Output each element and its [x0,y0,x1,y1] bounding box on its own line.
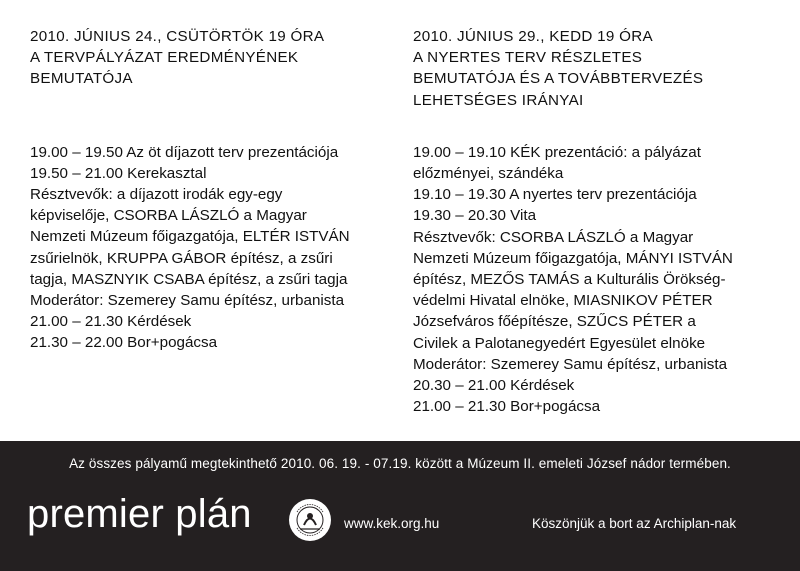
spacer [413,111,788,142]
left-event-heading [30,26,400,90]
program-line: Nemzeti Múzeum főigazgatója, ELTÉR ISTVÁN [30,228,350,246]
program-line: Résztvevők: CSORBA LÁSZLÓ a Magyar [413,228,694,246]
kek-circular-logo-icon [288,498,332,542]
right-event-heading [413,26,788,111]
program-line: Moderátor: Szemerey Samu építész, urbanista [413,355,728,373]
website-link[interactable]: www.kek.org.hu [344,516,440,531]
program-line: 19.00 – 19.50 Az öt díjazott terv prezentációja [30,143,339,161]
left-event-program [30,142,400,354]
program-line: zsűrielnök, KRUPPA GÁBOR építész, a zsűri [30,249,333,267]
program-line: Nemzeti Múzeum főigazgatója, MÁNYI ISTVÁN [413,249,733,267]
thanks-note: Köszönjük a bort az Archiplan-nak [532,516,737,531]
heading-line: A TERVPÁLYÁZAT EREDMÉNYÉNEK [30,49,299,67]
program-line: 19.30 – 20.30 Vita [413,207,537,225]
program-line: 19.50 – 21.00 Kerekasztal [30,164,207,182]
heading-line: 2010. JÚNIUS 24., CSÜTÖRTÖK 19 ÓRA [30,28,325,45]
program-line: képviselője, CSORBA LÁSZLÓ a Magyar [30,207,307,225]
program-line: 21.30 – 22.00 Bor+pogácsa [30,334,218,352]
heading-line: 2010. JÚNIUS 29., KEDD 19 ÓRA [413,28,653,45]
program-line: 19.10 – 19.30 A nyertes terv prezentációja [413,186,697,204]
program-line: Moderátor: Szemerey Samu építész, urbanista [30,292,345,310]
program-line: védelmi Hivatal elnöke, MIASNIKOV PÉTER [413,292,713,310]
exhibition-note: Az összes pályamű megtekinthető 2010. 06. 19. - 07.19. között a Múzeum II. emeleti József nádor termében. [69,456,731,471]
program-line: Józsefváros főépítésze, SZŰCS PÉTER a [413,313,696,331]
right-event-column [413,26,788,417]
program-line: Résztvevők: a díjazott irodák egy-egy [30,186,283,204]
program-line: 21.00 – 21.30 Bor+pogácsa [413,398,601,416]
spacer [30,90,400,142]
program-line: tagja, MASZNYIK CSABA építész, a zsűri tagja [30,270,348,288]
footer-band [0,441,800,571]
heading-line: BEMUTATÓJA ÉS A TOVÁBBTERVEZÉS [413,70,704,88]
heading-line: BEMUTATÓJA [30,70,133,88]
brand-title: premier plán [27,492,252,536]
heading-line: LEHETSÉGES IRÁNYAI [413,91,584,109]
program-line: építész, MEZŐS TAMÁS a Kulturális Örökség- [413,271,726,289]
program-line: 21.00 – 21.30 Kérdések [30,313,192,331]
left-event-column [30,26,400,354]
right-event-program [413,142,788,418]
program-line: előzményei, szándéka [413,165,564,183]
program-line: 20.30 – 21.00 Kérdések [413,377,575,395]
heading-line: A NYERTES TERV RÉSZLETES [413,49,643,67]
program-line: Civilek a Palotanegyedért Egyesület elnöke [413,334,706,352]
program-line: 19.00 – 19.10 KÉK prezentáció: a pályázat [413,143,701,161]
